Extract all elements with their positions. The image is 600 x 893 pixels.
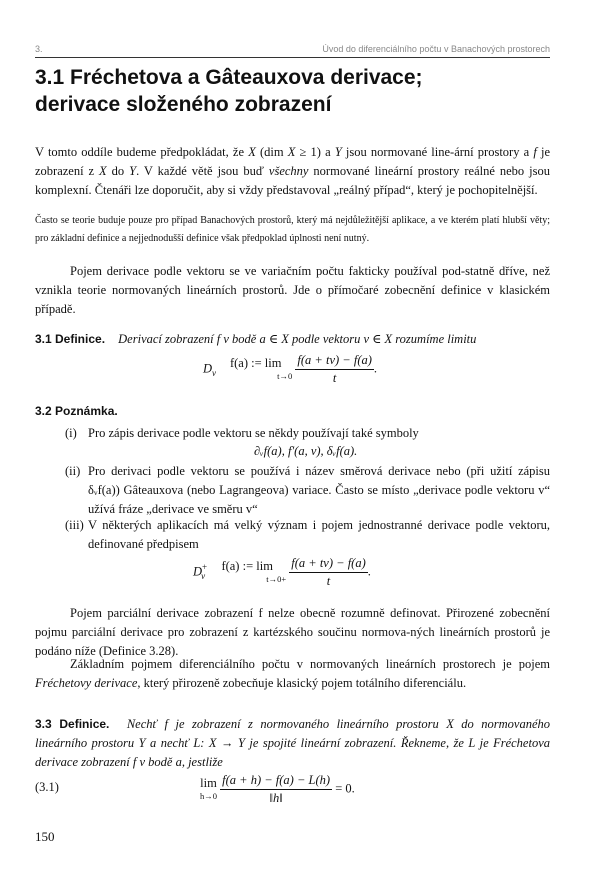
intro-paragraph: V tomto oddíle budeme předpokládat, že X (dim X ≥ 1) a Y jsou normované line-ární prostory a f je zobrazení z X do Y. V každé větě jsou buď všechny normované lineární prostory reálné nebo jsou komplexní. Čtenáři lze doporučit, aby si vždy představoval „reálný případ“, který je pochopitelnější. [35, 145, 550, 197]
page-number: 150 [35, 829, 55, 844]
definition-label: 3.1 Definice. [35, 332, 106, 346]
remark-item-ii: (ii) Pro derivaci podle vektoru se používá i název směrová derivace nebo (při užití zápisu δᵥf(a)) Gâteauxova (nebo Lagrangeova) variace. Často se místo „derivace podle vektoru v“ užívá fráze „derivace ve směru v“ [65, 464, 550, 516]
small-print-note: Často se teorie buduje pouze pro případ Banachových prostorů, který má nejdůležitější aplikace, a ve kterém platí hlubší věty; pro základní definice a nejjednodušší definice však předpoklad úplnosti není nutný. [35, 215, 550, 244]
remark-item-i: (i) Pro zápis derivace podle vektoru se někdy používají také symboly [65, 426, 419, 440]
definition-text: Derivací zobrazení f v bodě a ∈ X podle vektoru v ∈ X rozumíme limitu [118, 332, 477, 346]
section-title-line1: 3.1 Fréchetova a Gâteauxova derivace; [35, 66, 423, 89]
equation-one-sided-derivative: $D^+_v$ f(a) := lim t→0+ $\frac{f(a + tv) - f(a)}{t}$ . [193, 556, 371, 588]
remark-item-iii: (iii) V některých aplikacích má velký význam i pojem jednostranné derivace podle vektoru, definované předpisem [65, 518, 550, 551]
definition-text: Nechť f je zobrazení z normovaného lineárního prostoru X do normovaného lineárního prostoru Y a nechť L: X → Y je spojité lineární zobrazení. Řekneme, že L je Fréchetova derivace zobrazení f v bodě a, jestliže [35, 717, 551, 769]
header-rule [35, 57, 550, 58]
definition-label: 3.3 Definice. [35, 717, 110, 731]
section-title [35, 64, 555, 118]
equation-frechet-limit: lim h→0 $\frac{f(a + h) - f(a) - L(h)}{‖h‖}$ = 0. [200, 773, 355, 805]
equation-number: (3.1) [35, 780, 59, 794]
definition-3-1 [35, 330, 550, 349]
equation-directional-derivative: $D_v$ f(a) := lim t→0 $\frac{f(a + tv) - f(a)}{t}$ . [203, 353, 378, 385]
partial-derivative-paragraph: Pojem parciální derivace zobrazení f nelze obecně rozumně definovat. Přirozené zobecnění pojmu parciální derivace pro zobrazení z kartézského součinu normova-ných lineárních prostorů je podáno níže (Definice 3.28). [35, 606, 550, 658]
equation-symbols: ∂ᵥf(a), f′(a, v), δᵥf(a). [254, 444, 358, 458]
running-header-right: Úvod do diferenciálního počtu v Banachových prostorech [322, 44, 550, 54]
derivative-history-paragraph: Pojem derivace podle vektoru se ve variačním počtu fakticky používal pod-statně dříve, než vznikla teorie normovaných lineárních prostorů. Jde o přímočaré zobecnění definice v klasickém případě. [35, 264, 550, 316]
definition-3-3 [35, 715, 550, 772]
running-header [35, 44, 550, 54]
running-header-left: 3. [35, 44, 43, 54]
section-title-line2: derivace složeného zobrazení [35, 93, 332, 116]
frechet-intro-paragraph: Základním pojmem diferenciálního počtu v normovaných lineárních prostorech je pojem Fréchetovy derivace, který přirozeně zobecňuje klasický pojem totálního diferenciálu. [35, 657, 550, 690]
remark-3-2-label: 3.2 Poznámka. [35, 404, 118, 418]
